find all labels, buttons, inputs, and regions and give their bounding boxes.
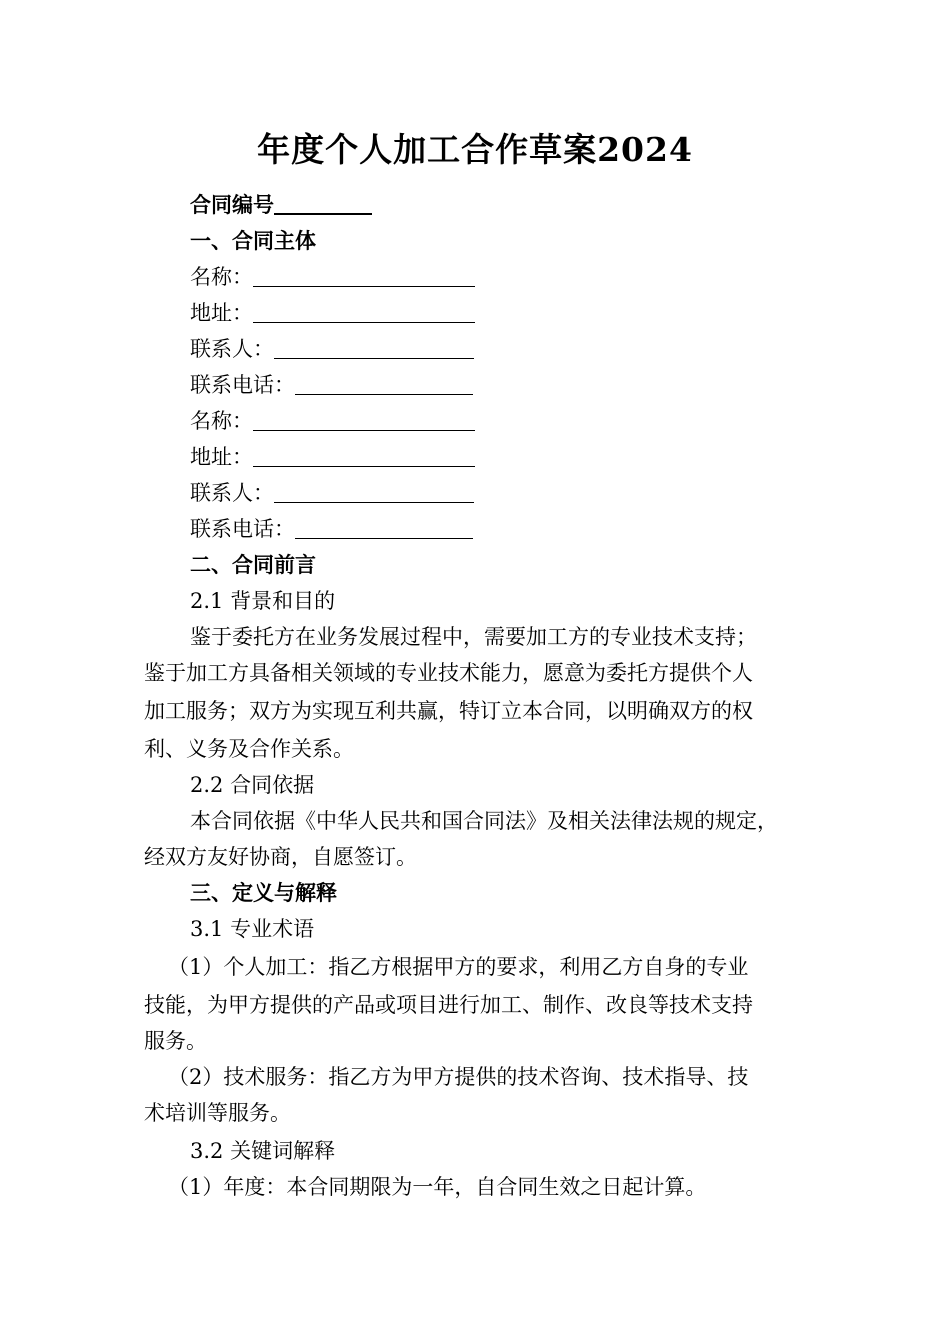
party-a-address-line [190, 298, 475, 328]
party-b-contact-line [190, 478, 474, 508]
contract-number-label: 合同编号 [190, 192, 274, 217]
document-title: 年度个人加工合作草案2024 [257, 130, 693, 169]
section-heading-definitions: 三、定义与解释 [190, 880, 337, 905]
subheading-2-2: 2.2 合同依据 [190, 773, 315, 797]
party-a-contact-label: 联系人： [190, 337, 274, 361]
party-b-contact-label: 联系人： [190, 481, 274, 505]
party-b-name-blank[interactable] [253, 408, 475, 431]
paragraph-2-1-line-2: 鉴于加工方具备相关领域的专业技术能力，愿意为委托方提供个人 [144, 661, 753, 685]
party-a-address-blank[interactable] [253, 300, 475, 323]
party-a-contact-blank[interactable] [274, 336, 474, 359]
party-a-address-label: 地址： [190, 301, 253, 325]
party-a-name-blank[interactable] [253, 264, 475, 287]
party-b-name-label: 名称： [190, 409, 253, 433]
party-a-contact-line [190, 334, 474, 364]
party-b-name-line [190, 406, 475, 436]
definition-2-line-1: （2）技术服务：指乙方为甲方提供的技术咨询、技术指导、技 [168, 1065, 749, 1089]
party-b-contact-blank[interactable] [274, 480, 474, 503]
contract-number-line [190, 190, 372, 220]
definition-1-line-3: 服务。 [144, 1029, 207, 1053]
subheading-2-1: 2.1 背景和目的 [190, 589, 336, 613]
definition-1-line-2: 技能，为甲方提供的产品或项目进行加工、制作、改良等技术支持 [144, 993, 753, 1017]
party-a-phone-blank[interactable] [295, 372, 473, 395]
subheading-3-2: 3.2 关键词解释 [190, 1139, 336, 1163]
paragraph-2-1-line-3: 加工服务；双方为实现互利共赢，特订立本合同，以明确双方的权 [144, 699, 753, 723]
paragraph-2-2-line-2: 经双方友好协商，自愿签订。 [144, 845, 417, 869]
subheading-3-1: 3.1 专业术语 [190, 917, 315, 941]
contract-number-blank[interactable] [274, 191, 372, 215]
party-b-address-label: 地址： [190, 445, 253, 469]
party-b-phone-blank[interactable] [295, 516, 473, 539]
party-a-phone-line [190, 370, 473, 400]
party-a-name-line [190, 262, 475, 292]
keyword-1-line: （1）年度：本合同期限为一年，自合同生效之日起计算。 [168, 1175, 707, 1199]
party-b-phone-line [190, 514, 473, 544]
party-a-name-label: 名称： [190, 265, 253, 289]
paragraph-2-1-line-1: 鉴于委托方在业务发展过程中，需要加工方的专业技术支持； [190, 625, 757, 649]
paragraph-2-1-line-4: 利、义务及合作关系。 [144, 737, 354, 761]
party-b-address-line [190, 442, 475, 472]
definition-2-line-2: 术培训等服务。 [144, 1101, 291, 1125]
paragraph-2-2-line-1: 本合同依据《中华人民共和国合同法》及相关法律法规的规定， [190, 809, 778, 833]
party-b-phone-label: 联系电话： [190, 517, 295, 541]
definition-1-line-1: （1）个人加工：指乙方根据甲方的要求，利用乙方自身的专业 [168, 955, 749, 979]
section-heading-parties: 一、合同主体 [190, 228, 316, 253]
section-heading-preamble: 二、合同前言 [190, 552, 316, 577]
party-b-address-blank[interactable] [253, 444, 475, 467]
party-a-phone-label: 联系电话： [190, 373, 295, 397]
